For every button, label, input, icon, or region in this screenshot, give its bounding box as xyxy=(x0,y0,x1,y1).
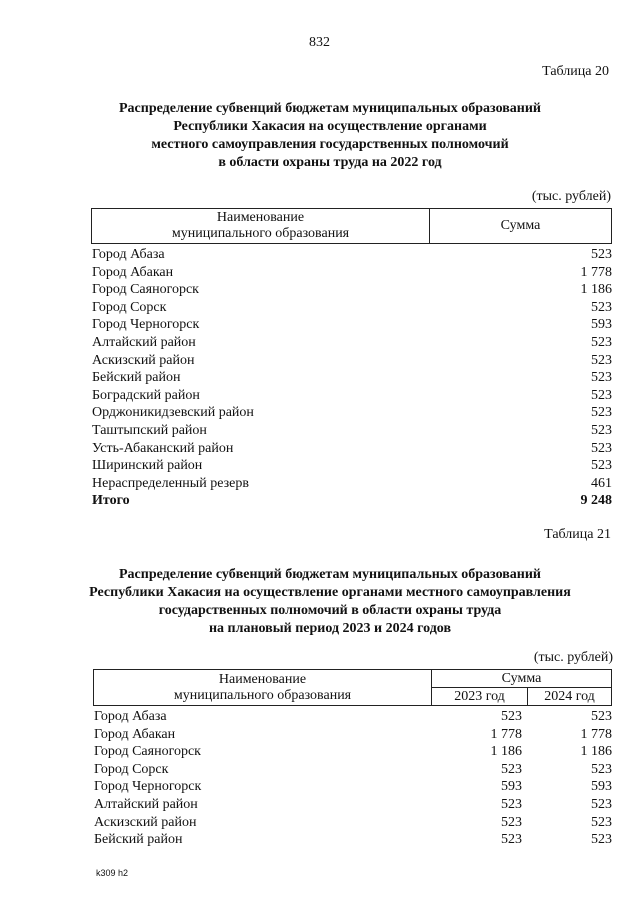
row-value: 523 xyxy=(591,387,612,403)
row-name: Город Черногорск xyxy=(94,779,202,795)
header-name-line1: Наименование xyxy=(218,671,307,687)
row-name: Аскизский район xyxy=(94,814,197,830)
footer-code: k309 h2 xyxy=(96,868,129,878)
table-row xyxy=(92,422,612,440)
table-21-title xyxy=(40,566,620,638)
header-year-2024: 2024 год xyxy=(528,688,612,706)
title-line: местного самоуправления государственных полномочий xyxy=(151,137,509,152)
row-value: 1 778 xyxy=(580,264,612,280)
row-name: Бейский район xyxy=(94,832,183,848)
row-name: Аскизский район xyxy=(92,352,195,368)
table-row xyxy=(92,316,612,334)
table-20-header xyxy=(91,208,612,244)
row-name: Город Абакан xyxy=(94,726,176,742)
row-value-2023: 523 xyxy=(501,832,522,848)
title-line: государственных полномочий в области охраны труда xyxy=(158,603,502,618)
page-number: 832 xyxy=(309,35,330,50)
row-name: Алтайский район xyxy=(92,334,196,350)
table-row xyxy=(92,246,612,264)
row-value: 523 xyxy=(591,440,612,456)
row-value-2024: 523 xyxy=(591,832,612,848)
table-21-header xyxy=(93,669,612,706)
row-name: Орджоникидзевский район xyxy=(92,405,254,421)
row-value-2023: 593 xyxy=(501,779,522,795)
row-value: 1 186 xyxy=(580,282,612,298)
title-line: Республики Хакасия на осуществление органами xyxy=(173,119,487,134)
row-name: Город Саяногорск xyxy=(94,744,201,760)
table-row xyxy=(92,299,612,317)
row-value: 523 xyxy=(591,405,612,421)
row-value-2024: 523 xyxy=(591,761,612,777)
table-20-label: Таблица 20 xyxy=(542,64,609,79)
header-name-line2: муниципального образования xyxy=(171,226,350,241)
row-name: Город Абаза xyxy=(92,247,165,262)
row-name: Город Саяногорск xyxy=(92,282,199,298)
table-row xyxy=(92,404,612,422)
row-name: Нераспределенный резерв xyxy=(92,475,249,491)
title-line: в области охраны труда на 2022 год xyxy=(218,155,442,170)
table-20-title xyxy=(60,100,600,172)
row-value-2024: 523 xyxy=(591,796,612,812)
total-label: Итого xyxy=(92,493,130,509)
table-row xyxy=(92,387,612,405)
table-row xyxy=(94,814,612,832)
row-value-2023: 523 xyxy=(501,814,522,830)
header-year-2023: 2023 год xyxy=(432,688,528,706)
row-value: 523 xyxy=(591,370,612,386)
table-row xyxy=(94,778,612,796)
total-row xyxy=(92,492,612,510)
total-value: 9 248 xyxy=(580,493,612,509)
row-value-2024: 1 778 xyxy=(580,726,612,742)
table-row xyxy=(94,831,612,849)
row-name: Город Абаза xyxy=(94,709,167,724)
row-value-2023: 1 778 xyxy=(490,726,522,742)
row-value-2023: 523 xyxy=(501,761,522,777)
row-name: Город Черногорск xyxy=(92,317,200,333)
table-21-body xyxy=(94,708,612,849)
header-name-line1: Наименование xyxy=(216,210,305,225)
table-row xyxy=(94,708,612,726)
row-name: Боградский район xyxy=(92,387,200,403)
row-name: Ширинский район xyxy=(92,458,203,474)
row-value: 523 xyxy=(591,299,612,315)
row-name: Усть-Абаканский район xyxy=(92,440,234,456)
row-name: Город Абакан xyxy=(92,264,174,280)
row-value: 523 xyxy=(591,247,612,262)
header-name-cell xyxy=(92,209,430,244)
row-value: 523 xyxy=(591,422,612,438)
table-row xyxy=(92,440,612,458)
table-row xyxy=(92,352,612,370)
table-row xyxy=(94,726,612,744)
title-line: Распределение субвенций бюджетам муниципальных образований xyxy=(119,567,541,582)
header-name-line2: муниципального образования xyxy=(173,687,352,703)
title-line: на плановый период 2023 и 2024 годов xyxy=(208,621,452,636)
header-name-cell xyxy=(94,670,432,706)
table-row xyxy=(92,369,612,387)
row-value: 461 xyxy=(591,475,612,491)
row-name: Бейский район xyxy=(92,370,181,386)
row-name: Город Сорск xyxy=(92,299,167,315)
row-name: Таштыпский район xyxy=(92,422,207,438)
row-value: 593 xyxy=(591,317,612,333)
table-row xyxy=(94,761,612,779)
row-value-2024: 1 186 xyxy=(580,744,612,760)
table-row xyxy=(94,743,612,761)
row-name: Алтайский район xyxy=(94,796,198,812)
row-value: 523 xyxy=(591,334,612,350)
table-row xyxy=(92,264,612,282)
row-value-2024: 523 xyxy=(591,709,612,724)
table-row xyxy=(92,334,612,352)
title-line: Распределение субвенций бюджетам муниципальных образований xyxy=(119,101,541,116)
table-row xyxy=(92,281,612,299)
table-20-body xyxy=(92,246,612,510)
row-value: 523 xyxy=(591,352,612,368)
row-value-2023: 523 xyxy=(501,796,522,812)
row-value-2023: 1 186 xyxy=(490,744,522,760)
header-sum-cell: Сумма xyxy=(430,209,612,244)
table-row xyxy=(92,457,612,475)
row-value: 523 xyxy=(591,458,612,474)
table-row xyxy=(92,475,612,493)
row-name: Город Сорск xyxy=(94,761,169,777)
row-value-2023: 523 xyxy=(501,709,522,724)
table-row xyxy=(94,796,612,814)
row-value-2024: 523 xyxy=(591,814,612,830)
table-21-units: (тыс. рублей) xyxy=(533,650,613,665)
table-21-label: Таблица 21 xyxy=(544,527,611,542)
row-value-2024: 593 xyxy=(591,779,612,795)
table-20-units: (тыс. рублей) xyxy=(531,189,611,204)
header-sum-cell: Сумма xyxy=(432,670,612,688)
title-line: Республики Хакасия на осуществление органами местного самоуправления xyxy=(89,585,571,600)
